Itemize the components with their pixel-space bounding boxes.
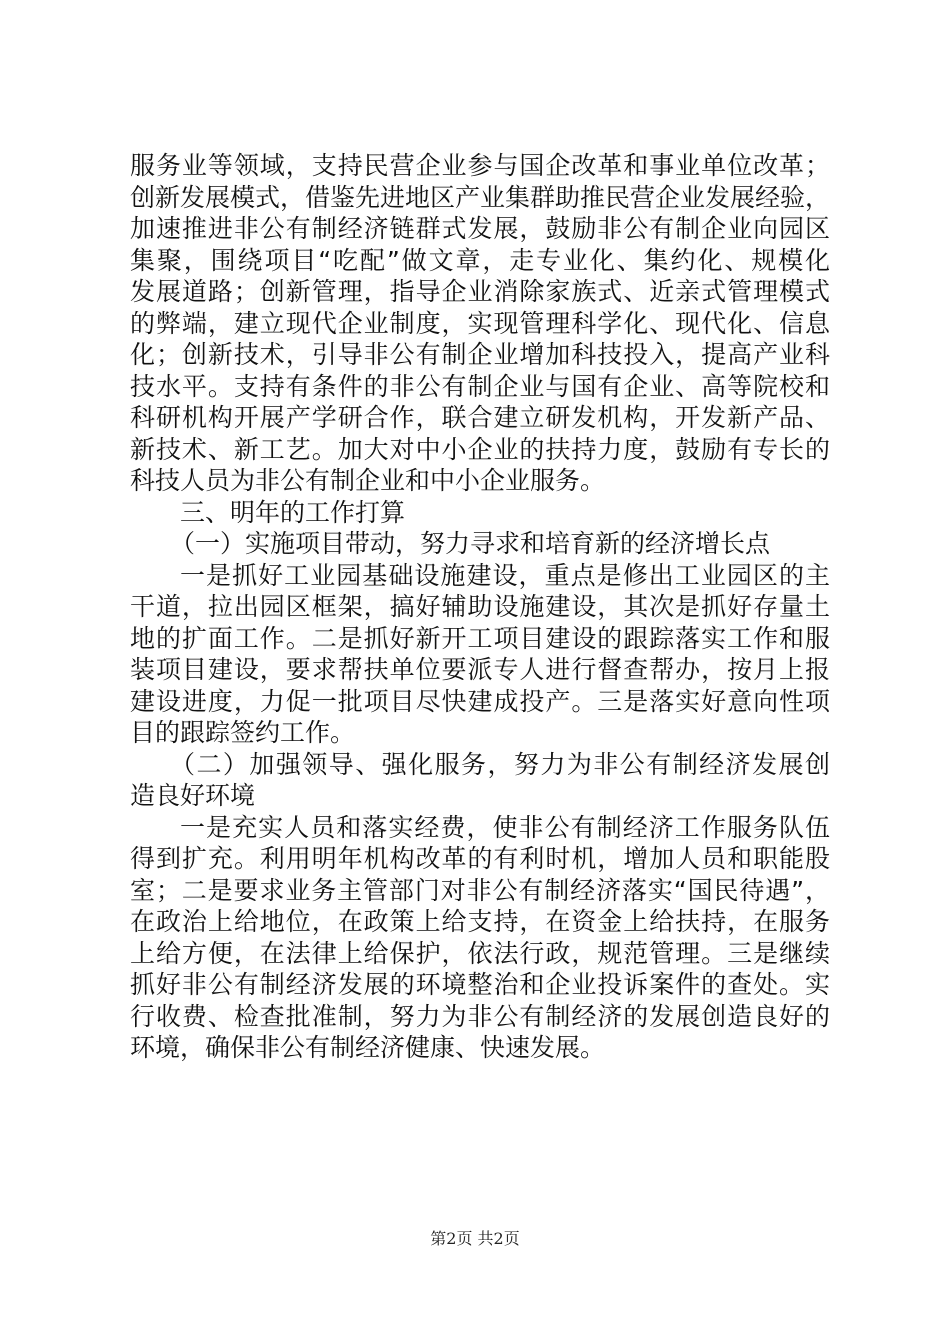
text-line: 新技术、新工艺。加大对中小企业的扶持力度，鼓励有专长的	[130, 434, 830, 464]
page-number-footer: 第2页 共2页	[430, 1229, 520, 1248]
text-line: 的弊端，建立现代企业制度，实现管理科学化、现代化、信息	[130, 308, 830, 338]
text-line: 一是充实人员和落实经费，使非公有制经济工作服务队伍	[180, 812, 830, 842]
text-line: 环境，确保非公有制经济健康、快速发展。	[130, 1033, 606, 1062]
section-heading: 三、明年的工作打算	[180, 497, 406, 527]
text-line: 行收费、检查批准制，努力为非公有制经济的发展创造良好的	[130, 1001, 830, 1031]
text-line: 技水平。支持有条件的非公有制企业与国有企业、高等院校和	[130, 371, 830, 401]
text-line: 加速推进非公有制经济链群式发展，鼓励非公有制企业向园区	[130, 214, 830, 243]
text-line: 抓好非公有制经济发展的环境整治和企业投诉案件的查处。实	[130, 970, 830, 999]
text-line: 科技人员为非公有制企业和中小企业服务。	[130, 466, 606, 495]
text-line: 上给方便，在法律上给保护，依法行政，规范管理。三是继续	[130, 938, 830, 968]
subsection-heading: （一）实施项目带动，努力寻求和培育新的经济增长点	[170, 529, 771, 558]
subsection-heading-continued: 造良好环境	[130, 781, 256, 810]
text-line: 发展道路；创新管理，指导企业消除家族式、近亲式管理模式	[130, 277, 830, 306]
text-line: 科研机构开展产学研合作，联合建立研发机构，开发新产品、	[130, 403, 830, 432]
text-line: 化；创新技术，引导非公有制企业增加科技投入，提高产业科	[130, 340, 830, 369]
text-line: 建设进度，力促一批项目尽快建成投产。三是落实好意向性项	[130, 686, 830, 716]
text-line: 在政治上给地位，在政策上给支持，在资金上给扶持，在服务	[130, 907, 830, 936]
text-line: 地的扩面工作。二是抓好新开工项目建设的跟踪落实工作和服	[130, 623, 830, 653]
subsection-heading: （二）加强领导、强化服务，努力为非公有制经济发展创	[170, 749, 830, 779]
text-line: 创新发展模式，借鉴先进地区产业集群助推民营企业发展经验，	[130, 182, 831, 212]
text-line: 集聚，围绕项目“吃配”做文章，走专业化、集约化、规模化	[130, 245, 830, 275]
text-line: 室；二是要求业务主管部门对非公有制经济落实“国民待遇”，	[130, 875, 830, 905]
text-line: 干道，拉出园区框架，搞好辅助设施建设，其次是抓好存量土	[130, 592, 830, 621]
text-line: 得到扩充。利用明年机构改革的有利时机，增加人员和职能股	[130, 844, 830, 873]
document-body	[130, 150, 830, 1064]
text-line: 一是抓好工业园基础设施建设，重点是修出工业园区的主	[180, 560, 830, 590]
text-line: 装项目建设，要求帮扶单位要派专人进行督查帮办，按月上报	[130, 655, 830, 684]
text-line: 服务业等领域，支持民营企业参与国企改革和事业单位改革；	[130, 151, 830, 180]
text-line: 目的跟踪签约工作。	[130, 718, 356, 747]
